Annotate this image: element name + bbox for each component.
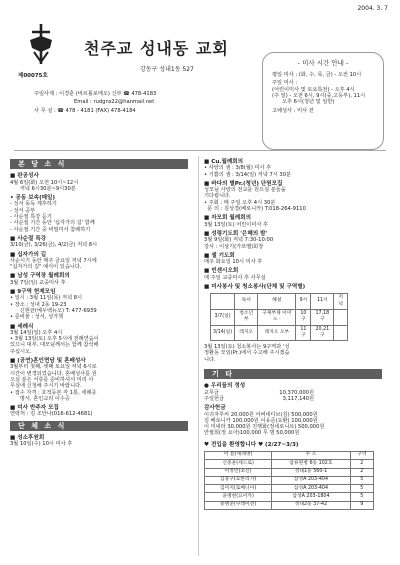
newcomers-cell: 성내1동 560-1 [272, 468, 350, 476]
schedule-cell: 구제부제 이미노 · [258, 309, 296, 325]
news-item-line: • 장소 : 성내 2동 19-23 [10, 301, 67, 308]
bulletin-header [14, 16, 386, 146]
newcomers-cell: 삼성A 203-404 [272, 485, 350, 493]
news-item-line: • 준비물 : 성서, 성가책 [10, 314, 64, 321]
news-item-line: 저녁 6시30분~9시30분 [10, 185, 76, 192]
news-item-line: • 3월 13일(토) 오후 5시에 전례연습이 [10, 336, 99, 343]
news-item-line: 무실에 신청해 주시기 바랍니다. [10, 383, 82, 390]
newcomers-title: ♥ 전입을 환영합니다 ♥ (2/27~3/3) [204, 441, 299, 448]
news-item-line: 매 주일 교중미사 후 사무실 [204, 274, 266, 281]
news-item-title: ■ 미사봉사 및 청소봉사(단체 및 구역별) [204, 284, 306, 291]
news-item-line: - 사순절 기간 중 비밀미사 참례하기 [10, 226, 91, 233]
church-address: 강동구 성내1동 527 [140, 66, 194, 73]
schedule-cell: 3/14(일) [211, 325, 235, 341]
newcomers-cell: 5 [350, 476, 373, 484]
newcomers-cell: 삼성A 203-1804 [272, 493, 350, 501]
newcomers-cell: 신중훈(세드로) [205, 460, 272, 468]
schedule-cell: 17,18구 [311, 309, 334, 325]
newcomers-cell: 암류원병 6동 102호 [272, 460, 350, 468]
schedule-header-cell: 11시 [311, 294, 334, 310]
schedule-header-cell [211, 294, 235, 310]
news-item [204, 231, 382, 250]
news-item-line: 명서, 혼인교리 이수증 [10, 395, 70, 402]
header-divider [14, 150, 386, 151]
news-item [10, 273, 188, 286]
schedule-cell: 20,21구 [311, 325, 334, 341]
service-schedule-table [210, 293, 348, 341]
news-item [204, 181, 382, 212]
schedule-header-cell: 9시 [296, 294, 311, 310]
issue-number: 제00075호 [18, 73, 48, 79]
finance-list [204, 390, 314, 403]
news-item-title: ■ 사순절 특강 [10, 235, 47, 242]
news-item-line: 4월 6일(화) 오전 10시~12시 [10, 179, 79, 186]
news-item-line: 성모님 사랑의 전교를 원으실 분들을 [204, 187, 286, 194]
news-item-title: ■ 미사 반주자 모집 [10, 405, 59, 412]
news-item-line: 3월 13일(토) 어린이미사 후 [204, 221, 268, 228]
finance-label: 주일헌금 [204, 395, 225, 402]
newcomers-row [205, 460, 374, 468]
news-item [204, 253, 382, 266]
news-item-title: ■ 남성 구역장 월례회의 [10, 273, 70, 280]
newcomers-row [205, 493, 374, 501]
news-item-line: - 사순절 특강 듣기 [10, 214, 52, 221]
schedule-row [211, 309, 348, 325]
schedule-header-cell: 독서 [235, 294, 258, 310]
schedule-cell: 3/7(일) [211, 309, 235, 325]
thanks-title: 감사헌금 [204, 405, 226, 412]
parish-news-list [10, 173, 188, 417]
newcomers-row [205, 468, 374, 476]
schedule-row [211, 325, 348, 341]
schedule-note [204, 344, 382, 363]
news-item-line: 3월부터 첫째, 셋째 토요일 저녁 6시로 [10, 364, 97, 371]
thanks-line: 이귀자루씨 20,000원 어버네디브(김) 500,000원 [204, 411, 318, 418]
mass-line: (주 일) - 오전 6시, 9시(중,고등부), 11시 [272, 92, 366, 99]
news-item-title: ■ 빈센시오회 [204, 268, 239, 275]
finance-title: ● 우리들의 정성 [204, 383, 246, 390]
column-divider [198, 156, 199, 556]
news-item-title: ■ 성소후원회 [10, 434, 45, 441]
newcomers-cell: 성내2동 37-42 [272, 501, 350, 509]
news-item-line: 있으니 대부, 대모님께서는 함께 참석해 [10, 342, 99, 349]
mass-line: (어린이미사 및 토요특전) - 오후 4시 [272, 86, 355, 93]
news-item-line: 3월 9일(화) 저녁 7:30-10:00 [204, 237, 274, 244]
schedule-header-cell: 저녁 [334, 294, 348, 310]
section-header-etc: 기 타 [204, 369, 382, 379]
pastor-line: 주임사제 : 이경훈 (바르톨로메오) 신부 ☎ 478-4183 [34, 91, 157, 97]
news-item-line: 3월 10일(수) 10시 미사 후 [10, 441, 73, 448]
finance-label: 교무금 [204, 389, 220, 396]
bulletin-date: 2004. 3. 7 [357, 5, 388, 12]
thanks-line: 이 미네라 30,000원 진행화(정네로니브) 500,000원 [204, 424, 325, 431]
news-item-line: 매주 화요일 10시 미사 후 [204, 259, 263, 266]
news-item [10, 236, 188, 249]
news-item-title: ■ 셀 기도회 [204, 252, 235, 259]
news-item [10, 195, 188, 233]
news-item [10, 358, 188, 402]
newcomers-cell: 윤병찬(요이카) [205, 493, 272, 501]
news-item-line: 기다립니다. [204, 193, 231, 200]
section-header-parish-news: 본 당 소 식 [10, 159, 188, 169]
mass-time-title: - 미사 시간 안내 - [297, 59, 349, 67]
newcomers-row [205, 476, 374, 484]
section-header-group-news: 단 체 소 식 [10, 421, 188, 431]
mass-time-list [272, 72, 380, 115]
news-item-line: 시간이 변경되었습니다. 혼배성사를 원 [10, 370, 97, 377]
thanks-list [204, 412, 382, 437]
newcomers-header-cell: 이 름(세례명) [205, 451, 272, 459]
schedule-cell: 11구 [296, 325, 311, 341]
church-title: 천주교 성내동 교회 [84, 39, 229, 58]
news-item-line: "십자가의 길" 예식이 있습니다. [10, 264, 82, 271]
news-item-line: 문 의 : 김성경(베로니카) T:018-264-9110 [204, 206, 306, 213]
news-item [204, 284, 382, 290]
group-news-list [10, 435, 188, 448]
news-item [10, 324, 188, 355]
news-item [10, 405, 188, 418]
newcomers-table [204, 451, 374, 510]
news-item-title: ■ 십자가의 길 [10, 251, 47, 258]
newcomers-cell: 김미지(로베니아) [205, 485, 272, 493]
left-column [10, 156, 188, 448]
news-item-title: ■ 세례식 [10, 323, 34, 330]
group-news-list-continued [204, 159, 382, 290]
newcomers-cell: 송병준(쿠레이션) [205, 501, 272, 509]
news-item-line: - 사순절 기간 동안 '십자가의 길' 함께 [10, 220, 95, 227]
news-item-line: • 접수 자격 : 호적등본 각 1통, 세례증 [10, 389, 97, 396]
newcomers-row [205, 485, 374, 493]
mass-line: 평일 미사 : (화, 수, 목, 금) - 오전 10시 [272, 72, 362, 78]
thanks-line: 안필희(정 요아)100,000 무 명 50,000원 [204, 430, 300, 437]
news-item-line: - 성서 공부 [10, 207, 36, 214]
newcomers-cell: 5 [350, 485, 373, 493]
church-logo-icon [24, 22, 58, 66]
news-item [10, 173, 188, 192]
news-item-line: 신현균(베우벡뉴오) T: 477-6939 [10, 307, 97, 314]
schedule-cell: 10구 [296, 309, 311, 325]
mass-line: 주일 미사 : [272, 80, 298, 87]
news-item-line: 사순시기 동안 매주 금요일 저녁 7시에 [10, 257, 97, 264]
schedule-note-line: 정환동 모임(Pr.)에서 수고해 주시겠습 [204, 350, 290, 357]
schedule-header-cell: 해설 [258, 294, 296, 310]
newcomers-cell: 2 [350, 460, 373, 468]
newcomers-cell: 9 [350, 501, 373, 509]
schedule-cell [334, 309, 348, 325]
news-item-title: ■ 자모회 월례회의 [204, 215, 252, 222]
news-item-title: ■ 성령기도회 '은혜의 밤' [204, 230, 268, 237]
newcomers-header-cell: 주 소 [272, 451, 350, 459]
newcomers-cell: 이정민(초신) [205, 468, 272, 476]
news-item [10, 252, 188, 271]
news-item [204, 159, 382, 178]
thanks-line: 김 베로니카 100,000원 이유준(요환) 100,000원 [204, 417, 318, 424]
schedule-cell: 레지오 오부 [258, 325, 296, 341]
email-line[interactable]: Email : rudgns22@hanmail.net [74, 99, 155, 106]
news-item-title: ■ (공연)혼인면담 및 혼배성사 [10, 358, 86, 365]
office-line: 사 무 실 : ☎ 478 - 4181 (FAX) 478-4184 [34, 107, 136, 114]
newcomers-cell: 5 [350, 493, 373, 501]
staff-info [34, 89, 156, 116]
schedule-note-line: 3월 13일(토) 청소봉사는 9구역과 '성 [204, 344, 290, 351]
news-item-line: • 사랑의 샘 : 3/8(월) 미사 후 [204, 165, 272, 172]
schedule-cell [334, 325, 348, 341]
news-item-title: ■ Cu.월례회의 [204, 159, 244, 165]
schedule-cell: 레지오 [235, 325, 258, 341]
news-item-line: - 성서 동독 제후하기 [10, 201, 57, 208]
schedule-cell: 청소년 부 [235, 309, 258, 325]
news-item-title: ■ 바다의 별Pr.(청년) 단원모집 [204, 180, 283, 187]
news-item [10, 289, 188, 320]
news-item-line: 3월 7일(일) 교중미사 후 [10, 279, 66, 286]
newcomers-row [205, 501, 374, 509]
newcomers-cell: 삼성A 203-404 [272, 476, 350, 484]
news-item-line: • 주회 : 매 주일 오후 4시 30분 [204, 199, 276, 206]
finance-row [204, 396, 314, 402]
finance-amount: 10,370,000원 [279, 389, 314, 396]
news-item-line: 3/10(금), 3/26(금), 4/2(금) 저녁 8시 [10, 242, 98, 249]
mass-line: 오후 6시(청년 및 일반) [282, 99, 335, 106]
newcomers-header-cell: 구역 [350, 451, 373, 459]
newcomers-cell: 김중구(요한리사) [205, 476, 272, 484]
news-item-line: 강사 : 이상기(가르멜)회장 [204, 243, 264, 250]
newcomers-cell: 2 [350, 468, 373, 476]
news-item-line: • 일시 : 3월 11일(목) 저녁 8시 [10, 295, 83, 302]
news-item-line: 주십시오. [10, 348, 32, 355]
right-column [204, 156, 382, 510]
finance-amount: 3,117,140원 [282, 395, 314, 402]
news-item-title: ■ 판공성사 [10, 173, 39, 180]
news-item [204, 268, 382, 281]
news-item-line: 으실 분은 서류를 준비하셔서 미리 사 [10, 376, 94, 383]
news-item-title: ■ 9구역 헌제모임 [10, 289, 56, 296]
news-item [10, 435, 188, 448]
news-item-line: 연락처 : 김 조안나(016-612-4681) [10, 411, 93, 418]
news-item-title: • 공동 보속(매일) [10, 195, 56, 202]
mass-line: 고해성사 : 미사 전 [272, 108, 314, 115]
news-item-line: • 기쁨의 샘 : 3/14(일) 저녁 7시 30분 [204, 171, 292, 178]
news-item [204, 215, 382, 228]
schedule-note-line: 니다. [204, 356, 216, 363]
news-item-line: 3월 14일(일) 오후 4시 [10, 329, 63, 336]
